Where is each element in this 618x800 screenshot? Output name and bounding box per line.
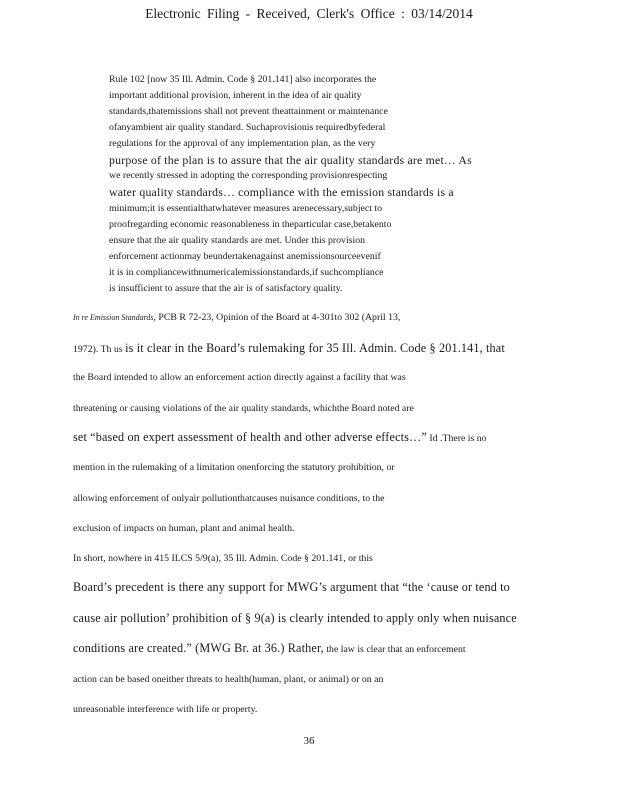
quote-line: we recently stressed in adopting the corresponding provisionrespecting [109, 170, 388, 181]
body-line [73, 611, 563, 626]
body-text-large: conditions are created.” (MWG Br. at 36.) Rather, [73, 641, 324, 655]
quote-line: is insufficient to assure that the air is of satisfactory quality. [109, 283, 343, 294]
body-line [73, 674, 563, 685]
body-line [73, 493, 563, 504]
quote-line: Rule 102 [now 35 Ill. Admin. Code § 201.141] also incorporates the [109, 74, 377, 85]
body-text: Id .There is no [426, 433, 487, 444]
quote-line [109, 184, 479, 202]
quote-line: ensure that the air quality standards are met. Under this provision [109, 235, 366, 246]
citation-text: , PCB R 72-23, Opinion of the Board at 4-301to 302 (April 13, [153, 312, 401, 323]
body-line [73, 580, 563, 595]
quote-line: important additional provision, inherent in the idea of air quality [109, 90, 362, 101]
body-text: the Board intended to allow an enforcement action directly against a facility that was [73, 372, 406, 383]
body-line [73, 523, 563, 534]
body-text: action can be based oneither threats to health(human, plant, or animal) or on an [73, 674, 384, 685]
quote-line: it is in compliancewithnumericalemissionstandards,if suchcompliance [109, 267, 384, 278]
body-line [73, 462, 563, 473]
body-line [73, 704, 563, 715]
body-line [73, 641, 563, 656]
quote-line: proofregarding economic reasonableness in theparticular case,betakento [109, 219, 392, 230]
quote-line-text: water quality standards… compliance with the emission standards is a [109, 185, 454, 199]
quote-line: standards,thatemissions shall not prevent theattainment or maintenance [109, 106, 388, 117]
body-text-large: Board’s precedent is there any support for MWG’s argument that “the ‘cause or tend to [73, 580, 510, 594]
body-text: the law is clear that an enforcement [323, 644, 466, 655]
quote-line: minimum;it is essentialthatwhatever measures arenecessary,subject to [109, 203, 383, 214]
body-text: 1972). Th us [73, 344, 126, 355]
page-number: 36 [303, 735, 315, 747]
filing-header: Electronic Filing - Received, Clerk's Office : 03/14/2014 [145, 6, 473, 21]
quote-line-text: purpose of the plan is to assure that the air quality standards are met… As [109, 153, 472, 167]
citation-line [73, 312, 563, 323]
body-text: exclusion of impacts on human, plant and animal health. [73, 523, 295, 534]
body-line [73, 372, 563, 383]
body-text-large: is it clear in the Board’s rulemaking for 35 Ill. Admin. Code § 201.141, that [125, 341, 505, 355]
body-text: unreasonable interference with life or property. [73, 704, 258, 715]
body-text: mention in the rulemaking of a limitation onenforcing the statutory prohibition, or [73, 462, 395, 473]
body-text-large: set “based on expert assessment of health and other adverse effects…” [73, 430, 427, 444]
body-line [73, 553, 563, 564]
case-name: In re Emission Standards [73, 313, 154, 322]
body-line [73, 430, 563, 445]
body-text-large: cause air pollution’ prohibition of § 9(a) is clearly intended to apply only when nuisance [73, 611, 517, 625]
quote-line: enforcement actionmay beundertakenagainst anemissionsourceevenif [109, 251, 381, 262]
body-line [73, 341, 563, 356]
quote-line: ofanyambient air quality standard. Suchaprovisionis requiredbyfederal [109, 122, 386, 133]
body-text: threatening or causing violations of the air quality standards, whichthe Board noted are [73, 403, 414, 414]
body-line [73, 403, 563, 414]
body-text: allowing enforcement of onlyair pollutionthatcauses nuisance conditions, to the [73, 493, 385, 504]
quote-line: regulations for the approval of any implementation plan, as the very [109, 138, 376, 149]
body-text: In short, nowhere in 415 ILCS 5/9(a), 35 Ill. Admin. Code § 201.141, or this [73, 553, 373, 564]
